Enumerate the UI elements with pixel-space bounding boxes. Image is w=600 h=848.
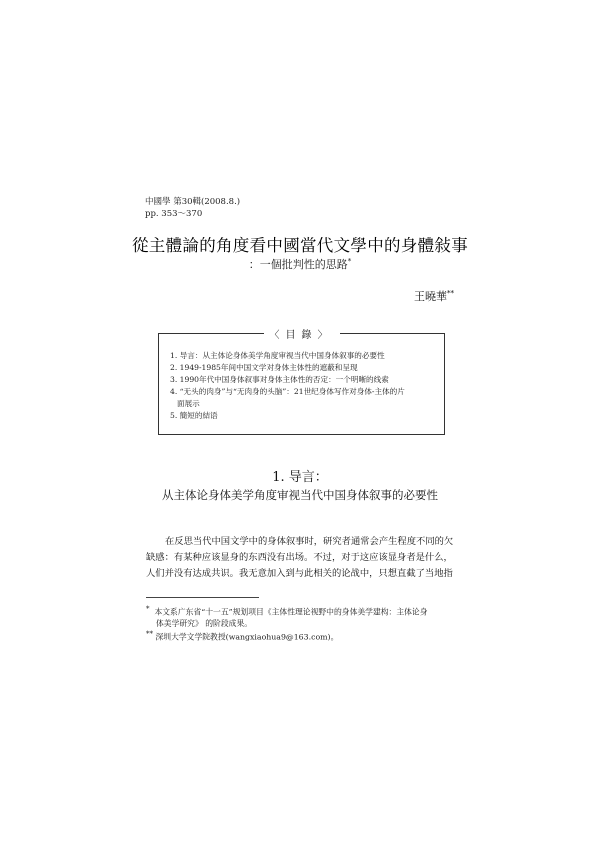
paragraph-line: 缺感：有某种应该显身的东西没有出场。不过，对于这应该显身者是什么， [146, 552, 453, 563]
journal-issue: 中國學 第30輯(2008.8.) [145, 197, 241, 207]
author-name [414, 288, 454, 304]
toc-item: 3. 1990年代中国身体叙事对身体主体性的否定：一个明晰的线索 [170, 375, 389, 384]
body-paragraph [146, 534, 456, 582]
footnotes [146, 604, 466, 642]
footnote-1-continuation: 体美学研究》 的阶段成果。 [156, 618, 253, 628]
footnote-2-mark: ** [146, 629, 153, 638]
paragraph-line: 人们并没有达成共识。我无意加入到与此相关的论战中，只想直截了当地指 [146, 568, 453, 579]
toc-item-continuation: 面展示 [177, 399, 200, 408]
footnote-2 [146, 629, 466, 643]
toc-item: 4. “无头的肉身”与“无肉身的头脑”：21世纪身体写作对身体-主体的片 [170, 387, 405, 396]
paper-subtitle [0, 256, 600, 272]
toc-item: 5. 簡短的結语 [170, 411, 218, 420]
journal-meta [145, 196, 240, 220]
page-range: pp. 353～370 [145, 209, 203, 219]
author-footnote-mark: ** [447, 289, 454, 298]
toc-item: 2. 1949-1985年间中国文学对身体主体性的遮蔽和呈现 [170, 363, 358, 372]
paper-subtitle-text: ：一個批判性的思路 [248, 258, 348, 271]
author-name-text: 王曉華 [414, 290, 447, 303]
footnote-1-mark: * [146, 605, 150, 613]
footnote-2-text: 深圳大学文学院教授(wangxiaohua9@163.com)。 [155, 632, 339, 642]
toc-heading-text: 〈目錄〉 [264, 330, 340, 341]
footnote-divider [146, 597, 259, 598]
paragraph-line: 在反思当代中国文学中的身体叙事时，研究者通常会产生程度不同的欠 [165, 536, 454, 547]
toc-list [170, 350, 440, 422]
footnote-1 [146, 604, 466, 618]
section-subtitle: 从主体论身体美学角度审视当代中国身体叙事的必要性 [162, 488, 438, 502]
section-title: 1. 导言： [272, 470, 328, 485]
paper-title: 從主體論的角度看中國當代文學中的身體敍事 [132, 236, 468, 255]
toc-heading [159, 326, 444, 341]
footnote-1-text: 本文系广东省“十一五”规划项目《主体性理论视野中的身体美学建构：主体论身 [154, 607, 428, 617]
subtitle-footnote-mark: * [347, 257, 352, 266]
table-of-contents [158, 330, 445, 435]
toc-item: 1. 导言：从主体论身体美学角度审视当代中国身体叙事的必要性 [170, 351, 385, 360]
